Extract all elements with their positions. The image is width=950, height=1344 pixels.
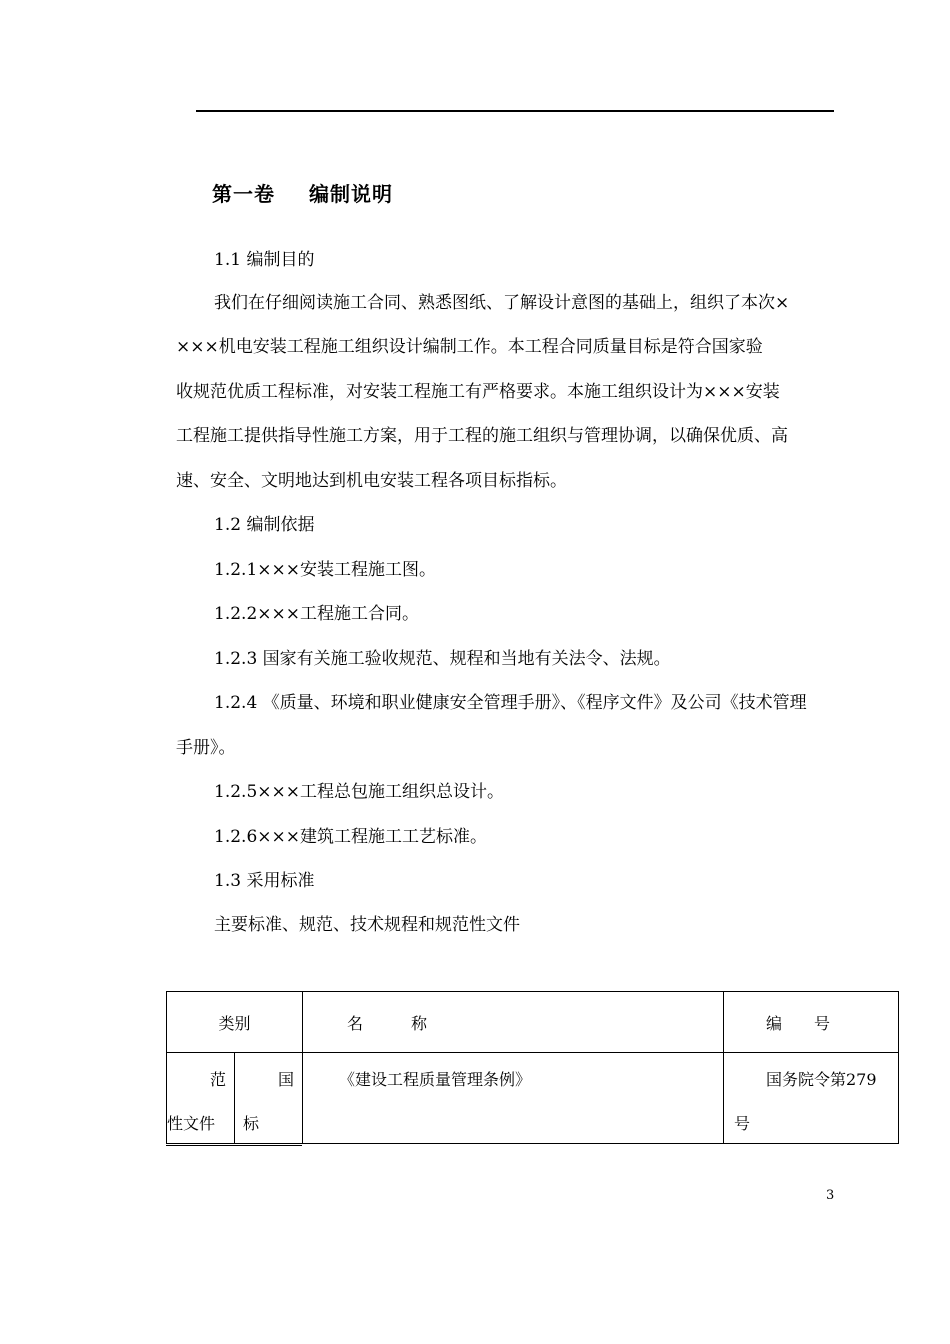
section-1-1: 1.1 编制目的: [214, 250, 315, 270]
standards-table: [166, 991, 899, 1144]
item-1-2-1: 1.2.1×××安装工程施工图。: [214, 560, 436, 580]
section-1-3: 1.3 采用标准: [214, 871, 315, 891]
cell-category-1: 范 性文件: [167, 1053, 235, 1144]
section-title: 编制说明: [309, 182, 393, 206]
table-row: [167, 1053, 899, 1144]
header-code: 编 号: [724, 992, 899, 1053]
standards-intro: 主要标准、规范、技术规程和规范性文件: [214, 915, 520, 935]
item-1-2-6: 1.2.6×××建筑工程施工工艺标准。: [214, 827, 487, 847]
item-1-2-5: 1.2.5×××工程总包施工组织总设计。: [214, 782, 504, 802]
item-1-2-3: 1.2.3 国家有关施工验收规范、规程和当地有关法令、法规。: [214, 649, 671, 669]
item-1-2-4-line-1: 1.2.4 《质量、环境和职业健康安全管理手册》、《程序文件》及公司《技术管理: [214, 693, 807, 713]
table-bottom-rule: [166, 1145, 302, 1146]
cell-category-2: 国 标: [235, 1053, 303, 1144]
cell-name: 《建设工程质量管理条例》: [303, 1053, 724, 1144]
page-number: 3: [826, 1188, 835, 1203]
table-header-row: [167, 992, 899, 1053]
intro-line-2: ×××机电安装工程施工组织设计编制工作。本工程合同质量目标是符合国家验: [176, 337, 763, 357]
intro-line-3: 收规范优质工程标准，对安装工程施工有严格要求。本施工组织设计为×××安装: [176, 382, 780, 402]
page-title: [212, 178, 393, 207]
header-rule: [196, 110, 834, 112]
section-1-2: 1.2 编制依据: [214, 515, 315, 535]
volume-label: 第一卷: [212, 182, 275, 206]
intro-line-5: 速、安全、文明地达到机电安装工程各项目标指标。: [176, 471, 567, 491]
item-1-2-2: 1.2.2×××工程施工合同。: [214, 604, 419, 624]
intro-line-1: 我们在仔细阅读施工合同、熟悉图纸、了解设计意图的基础上，组织了本次×: [214, 293, 790, 313]
header-name: 名 称: [303, 992, 724, 1053]
intro-line-4: 工程施工提供指导性施工方案，用于工程的施工组织与管理协调，以确保优质、高: [176, 426, 788, 446]
item-1-2-4-line-2: 手册》。: [176, 738, 236, 758]
cell-code: 国务院令第279 号: [724, 1053, 899, 1144]
header-category: 类别: [167, 992, 303, 1053]
